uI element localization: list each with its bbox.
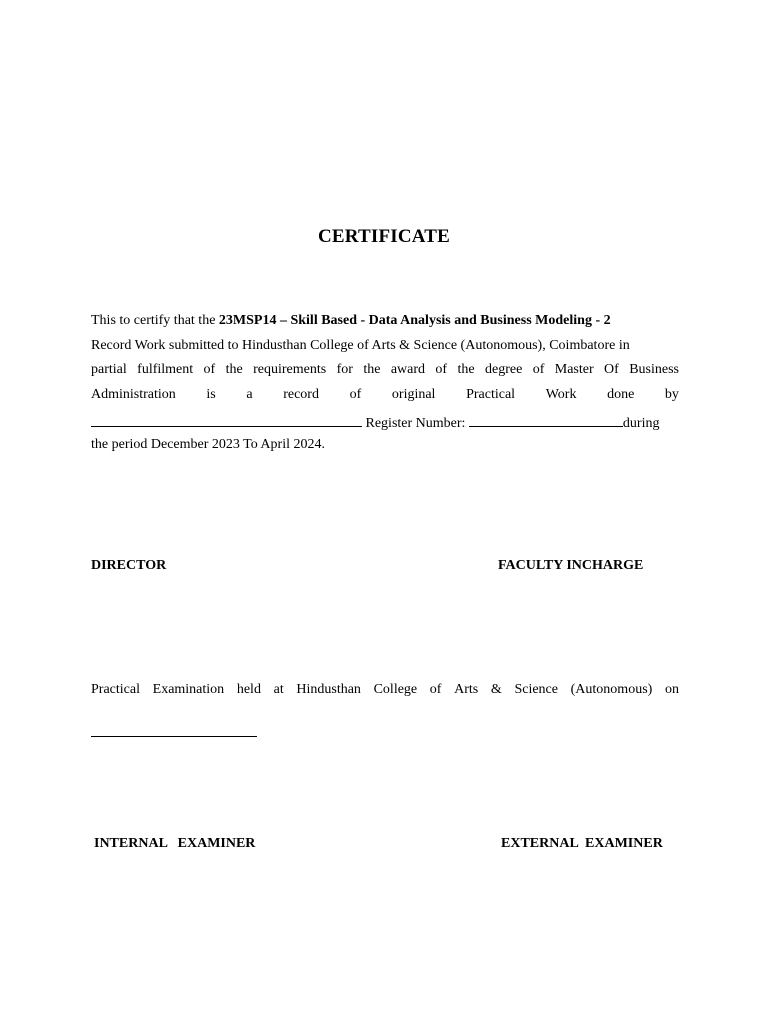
paragraph-line-4 [91, 386, 679, 404]
word: a [246, 387, 253, 402]
word: at [273, 682, 284, 697]
during-text: during [622, 416, 660, 431]
word: original [391, 387, 436, 402]
paragraph-line-2 [91, 337, 679, 355]
faculty-incharge-signature-label: FACULTY INCHARGE [498, 558, 644, 573]
word: Practical [91, 682, 140, 697]
word: is [206, 387, 216, 402]
paragraph-text: the period December 2023 To April 2024. [91, 437, 325, 452]
word: of [429, 682, 442, 697]
student-name-blank [91, 411, 362, 427]
paragraph-line-3 [91, 361, 679, 379]
word: record [283, 387, 319, 402]
exam-statement-line [91, 681, 679, 699]
word: Science [514, 682, 558, 697]
paragraph-text: partial fulfilment of the requirements for the award of the degree of Master Of Business [91, 362, 679, 377]
certificate-title: CERTIFICATE [317, 226, 451, 247]
paragraph-line-1 [91, 312, 679, 330]
word: held [236, 682, 261, 697]
word: on [664, 682, 679, 697]
register-number-label: Register Number: [365, 416, 466, 431]
word: College [373, 682, 418, 697]
word: & [490, 682, 502, 697]
word: Administration [91, 387, 176, 402]
word: (Autonomous) [570, 682, 653, 697]
word: Practical [466, 387, 516, 402]
paragraph-text: Record Work submitted to Hindusthan College of Arts & Science (Autonomous), Coimbatore in [91, 338, 630, 353]
director-signature-label: DIRECTOR [91, 558, 167, 573]
paragraph-line-5 [91, 411, 679, 433]
internal-examiner-signature-label: INTERNAL EXAMINER [94, 836, 256, 851]
word: done [607, 387, 635, 402]
exam-date-blank [91, 721, 257, 737]
word: by [664, 387, 679, 402]
word: of [349, 387, 362, 402]
course-title: 23MSP14 – Skill Based - Data Analysis and Business Modeling - 2 [218, 313, 611, 328]
external-examiner-signature-label: EXTERNAL EXAMINER [501, 836, 663, 851]
paragraph-line-6 [91, 436, 679, 454]
intro-text: This to certify that the [91, 313, 219, 328]
exam-date-line [91, 721, 679, 743]
word: Work [545, 387, 577, 402]
register-number-blank [469, 411, 623, 427]
word: Hindusthan [296, 682, 361, 697]
word: Arts [454, 682, 479, 697]
word: Examination [152, 682, 225, 697]
